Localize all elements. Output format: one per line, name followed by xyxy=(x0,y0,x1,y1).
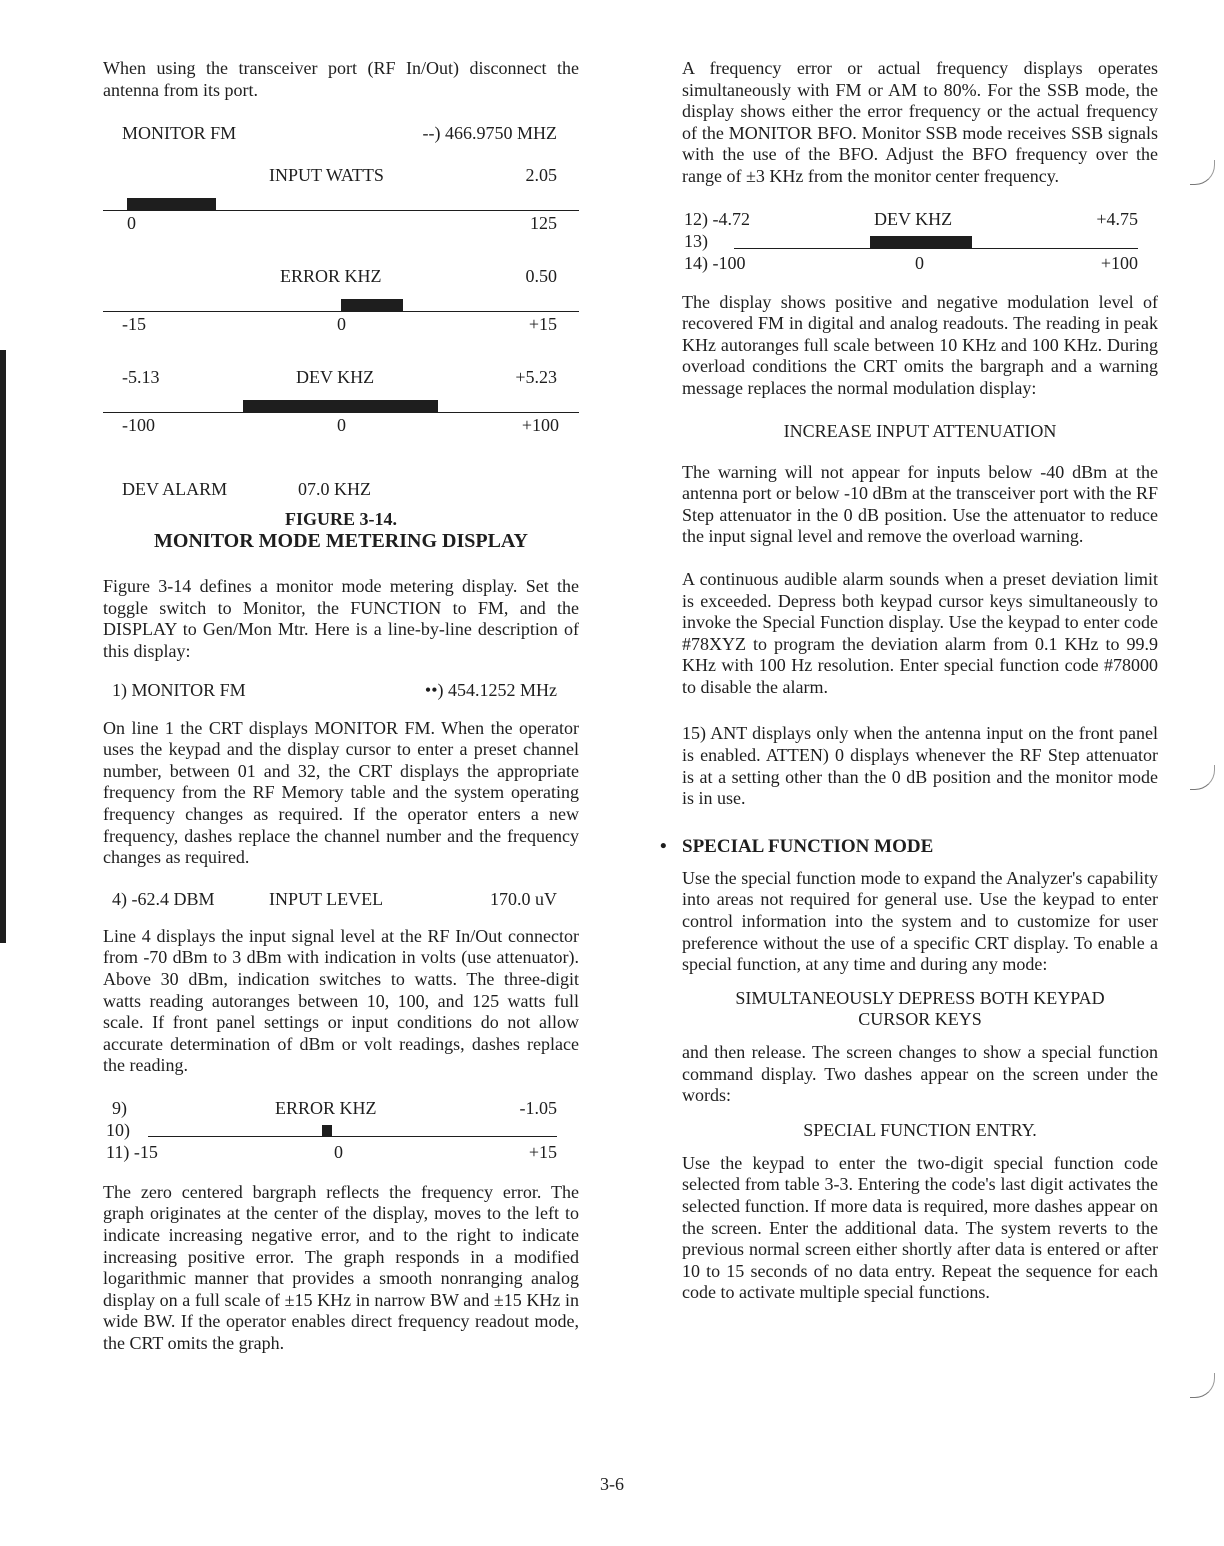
paragraph: A frequency error or actual frequency displays operates simultaneously with FM or AM to 80%. For the SSB mode, the display shows either the error frequency or the actual frequency of the MONITOR BFO. Monitor SSB mode receives SSB signals with the use of the BFO. Adjust the BFO frequency over the range of ±3 KHz from the monitor center frequency. xyxy=(682,58,1158,186)
paragraph: and then release. The screen changes to show a special function command display. Two dashes appear on the screen under the words: xyxy=(682,1042,1158,1106)
paragraph: Figure 3-14 defines a monitor mode metering display. Set the toggle switch to Monitor, the FUNCTION to FM, and the DISPLAY to Gen/Mon Mtr. Here is a line-by-line description of this display: xyxy=(103,576,579,661)
monitor-label: MONITOR FM xyxy=(122,123,237,144)
scale-min: -100 xyxy=(122,415,155,436)
scale-center: 0 xyxy=(915,252,924,273)
section-heading xyxy=(660,835,1158,859)
dev-khz-row xyxy=(103,365,579,389)
scale-max: +15 xyxy=(528,1141,557,1162)
paragraph: On line 1 the CRT displays MONITOR FM. When the operator uses the keypad and the display cursor to enter a preset channel number, between 01 and 32, the CRT displays the appropriate frequency from the RF Memory table and the system operating frequency changes as required. If the operator enters a new frequency, dashes replace the channel number and the frequency changes as required. xyxy=(103,717,579,868)
instruction-text: SIMULTANEOUSLY DEPRESS BOTH KEYPAD CURSOR KEYS xyxy=(735,987,1105,1030)
line-10 xyxy=(103,1119,579,1141)
line-9-label: ERROR KHZ xyxy=(275,1097,377,1118)
line-13-number: 13) xyxy=(684,230,708,251)
right-column xyxy=(660,56,1158,1304)
scale-max: +100 xyxy=(521,415,559,436)
monitor-frequency: --) 466.9750 MHZ xyxy=(422,123,557,144)
line-1-value: ••) 454.1252 MHz xyxy=(424,679,557,700)
line-12 xyxy=(682,208,1158,230)
line-4-right: 170.0 uV xyxy=(490,888,557,909)
error-khz-meter xyxy=(103,288,579,312)
paragraph: The warning will not appear for inputs below -40 dBm at the antenna port or below -10 dBm at the transceiver port with the RF Step attenuator in the 0 dB position. Use the attenuator to reduce the input signal level and remove the overload warning. xyxy=(682,461,1158,547)
scale-max: +15 xyxy=(528,314,557,335)
dev-khz-label: DEV KHZ xyxy=(296,367,375,388)
line-9 xyxy=(103,1097,579,1119)
line-4-mid: INPUT LEVEL xyxy=(269,888,384,909)
scan-artifact xyxy=(1190,160,1215,185)
dev-alarm-label: DEV ALARM xyxy=(122,479,228,500)
line-9-number: 9) xyxy=(112,1097,127,1118)
line-12-number: 12) -4.72 xyxy=(684,208,750,229)
input-watts-value: 2.05 xyxy=(525,165,557,186)
paragraph: Line 4 displays the input signal level at the RF In/Out connector from -70 dBm to 3 dBm with indication in volts (use attenuator). Above 30 dBm, indication switches to watts. The three-digit watts reading autoranges between 10, 100, and 125 watts full scale. If front panel settings or input conditions do not allow accurate determination of dBm or volt readings, dashes replace the reading. xyxy=(103,925,579,1076)
error-khz-value: 0.50 xyxy=(525,266,557,287)
page-number: 3-6 xyxy=(600,1474,624,1494)
figure-caption: MONITOR MODE METERING DISPLAY xyxy=(154,530,528,553)
scale-max: +100 xyxy=(1100,252,1138,273)
line-9-value: -1.05 xyxy=(519,1097,557,1118)
scale-max: 125 xyxy=(530,213,557,234)
paragraph: Use the keypad to enter the two-digit special function code selected from table 3-3. Entering the code's last digit activates the selected function. If more data is required, more dashes appear on the screen. Enter the additional data. The system reverts to the previous normal screen either shortly after data is entered or after 10 to 15 seconds of no data entry. Repeat the sequence for each code to activate multiple special functions. xyxy=(682,1152,1158,1303)
dev-alarm-value: 07.0 KHZ xyxy=(298,479,371,500)
lines-12-14-figure xyxy=(682,208,1158,274)
dev-positive: +5.23 xyxy=(515,367,557,388)
paragraph: 15) ANT displays only when the antenna input on the front panel is enabled. ATTEN) 0 displays whenever the RF Step attenuator is at a setting other than the 0 dB position and the monitor mode is in use. xyxy=(682,723,1158,809)
line-10-bar xyxy=(322,1125,332,1137)
paragraph: The display shows positive and negative modulation level of recovered FM in digital and analog readouts. The reading in peak KHz autoranges full scale between 10 KHz and 100 KHz. During overload conditions the CRT omits the bargraph and a warning message replaces the normal modulation display: xyxy=(682,291,1158,398)
line-14-number: 14) -100 xyxy=(684,252,746,273)
line-4-readout xyxy=(103,887,579,911)
line-10-axis xyxy=(148,1136,557,1137)
dev-negative: -5.13 xyxy=(122,367,160,388)
error-khz-label: ERROR KHZ xyxy=(280,266,382,287)
input-watts-scale xyxy=(103,211,579,235)
section-title: SPECIAL FUNCTION MODE xyxy=(682,835,934,857)
intro-paragraph: When using the transceiver port (RF In/Out) disconnect the antenna from its port. xyxy=(103,58,579,100)
figure-3-14 xyxy=(103,121,579,553)
special-function-entry: SPECIAL FUNCTION ENTRY. xyxy=(803,1119,1037,1140)
dev-khz-meter xyxy=(103,389,579,413)
error-khz-row xyxy=(103,264,579,288)
paragraph: A continuous audible alarm sounds when a preset deviation limit is exceeded. Depress both keypad cursor keys simultaneously to invoke the Special Function display. Use the keypad to enter code #78XYZ to program the deviation alarm from 0.1 KHz to 99.9 KHz with 100 Hz resolution. Enter special function code #78000 to disable the alarm. xyxy=(682,568,1158,697)
scale-center: 0 xyxy=(334,1141,343,1162)
scale-center: 0 xyxy=(337,314,346,335)
line-1-label: 1) MONITOR FM xyxy=(112,679,246,700)
warning-message: INCREASE INPUT ATTENUATION xyxy=(783,420,1057,441)
left-column xyxy=(103,56,579,1355)
dev-alarm-row xyxy=(103,477,579,501)
line-11 xyxy=(103,1141,579,1163)
monitor-fm-row xyxy=(103,121,579,145)
paragraph: Use the special function mode to expand the Analyzer's capability into areas not required for general use. Use the keypad to enter control information into the system and to customize for user preference without the use of a specific CRT display. To enable a special function, at any time and during any mode: xyxy=(682,867,1158,975)
line-4-left: 4) -62.4 DBM xyxy=(112,888,215,909)
input-watts-label: INPUT WATTS xyxy=(269,165,384,186)
margin-change-bar xyxy=(0,350,6,943)
scale-min: -15 xyxy=(122,314,146,335)
line-14 xyxy=(682,252,1158,274)
dev-khz-scale xyxy=(103,413,579,437)
line-11-number: 11) -15 xyxy=(106,1141,158,1162)
scan-artifact xyxy=(1190,765,1215,790)
figure-number: FIGURE 3-14. xyxy=(285,509,397,530)
paragraph: The zero centered bargraph reflects the frequency error. The graph originates at the center of the display, moves to the left to indicate increasing negative error, and to the right to indicate increasing positive error. The graph responds in a modified logarithmic manner that provides a smooth nonranging analog display on a full scale of ±15 KHz in narrow BW and ±15 KHz in wide BW. If the operator enables direct frequency readout mode, the CRT omits the graph. xyxy=(103,1181,579,1354)
scale-center: 0 xyxy=(337,415,346,436)
bullet: • xyxy=(660,835,667,857)
lines-9-11-figure xyxy=(103,1097,579,1163)
line-1-readout xyxy=(103,678,579,702)
scan-artifact xyxy=(1190,1373,1215,1398)
line-10-number: 10) xyxy=(106,1119,130,1140)
line-12-label: DEV KHZ xyxy=(874,208,953,229)
scale-min: 0 xyxy=(127,213,136,234)
error-khz-scale xyxy=(103,312,579,336)
line-12-positive: +4.75 xyxy=(1096,208,1138,229)
line-13 xyxy=(682,230,1158,252)
line-13-bar xyxy=(870,236,972,249)
input-watts-row xyxy=(103,163,579,187)
input-watts-meter xyxy=(103,187,579,211)
